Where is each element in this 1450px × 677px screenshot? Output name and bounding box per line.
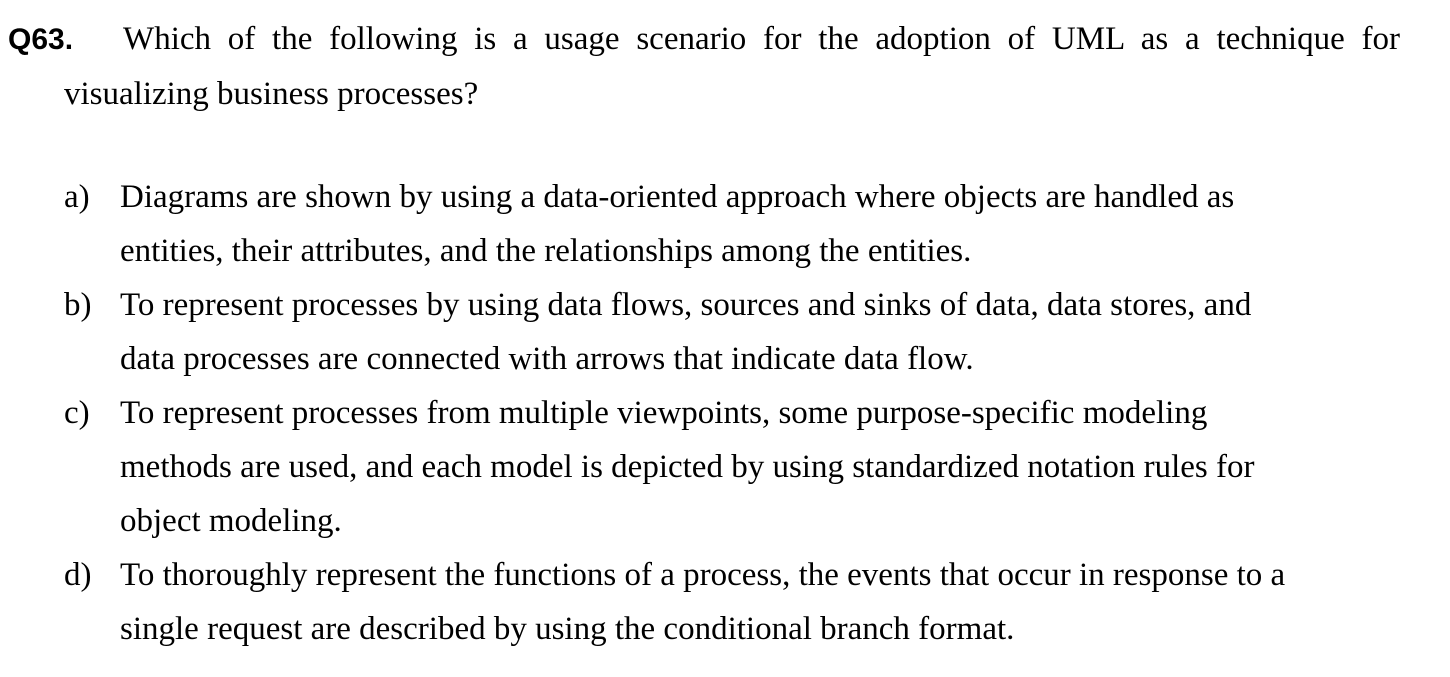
option-c	[64, 386, 1424, 548]
option-b-label: b)	[64, 287, 92, 323]
question-text-line-2: visualizing business processes?	[64, 76, 479, 112]
option-a-line-2: entities, their attributes, and the relationships among the entities.	[120, 233, 972, 269]
option-c-line-3: object modeling.	[120, 503, 342, 539]
option-b-text	[120, 278, 1424, 386]
question-text-line-1: Which of the following is a usage scenario for the adoption of UML as a technique for	[123, 21, 1400, 57]
option-c-text	[120, 386, 1424, 548]
question-stem	[8, 12, 1408, 121]
option-d-line-2: single request are described by using the conditional branch format.	[120, 611, 1015, 647]
option-a	[64, 170, 1424, 278]
option-a-label: a)	[64, 179, 90, 215]
option-a-text	[120, 170, 1424, 278]
option-b-line-1: To represent processes by using data flows, sources and sinks of data, data stores, and	[120, 287, 1252, 323]
option-d-text	[120, 548, 1424, 656]
answer-options	[64, 170, 1424, 656]
option-a-line-1: Diagrams are shown by using a data-oriented approach where objects are handled as	[120, 179, 1235, 215]
option-c-label: c)	[64, 395, 90, 431]
option-c-line-2: methods are used, and each model is depicted by using standardized notation rules for	[120, 449, 1255, 485]
option-d	[64, 548, 1424, 656]
question-number: Q63.	[8, 23, 74, 56]
question-line-1	[8, 12, 1400, 67]
option-b-line-2: data processes are connected with arrows that indicate data flow.	[120, 341, 974, 377]
option-d-label: d)	[64, 557, 92, 593]
option-b	[64, 278, 1424, 386]
option-c-line-1: To represent processes from multiple viewpoints, some purpose-specific modeling	[120, 395, 1208, 431]
option-d-line-1: To thoroughly represent the functions of a process, the events that occur in response to a	[120, 557, 1286, 593]
